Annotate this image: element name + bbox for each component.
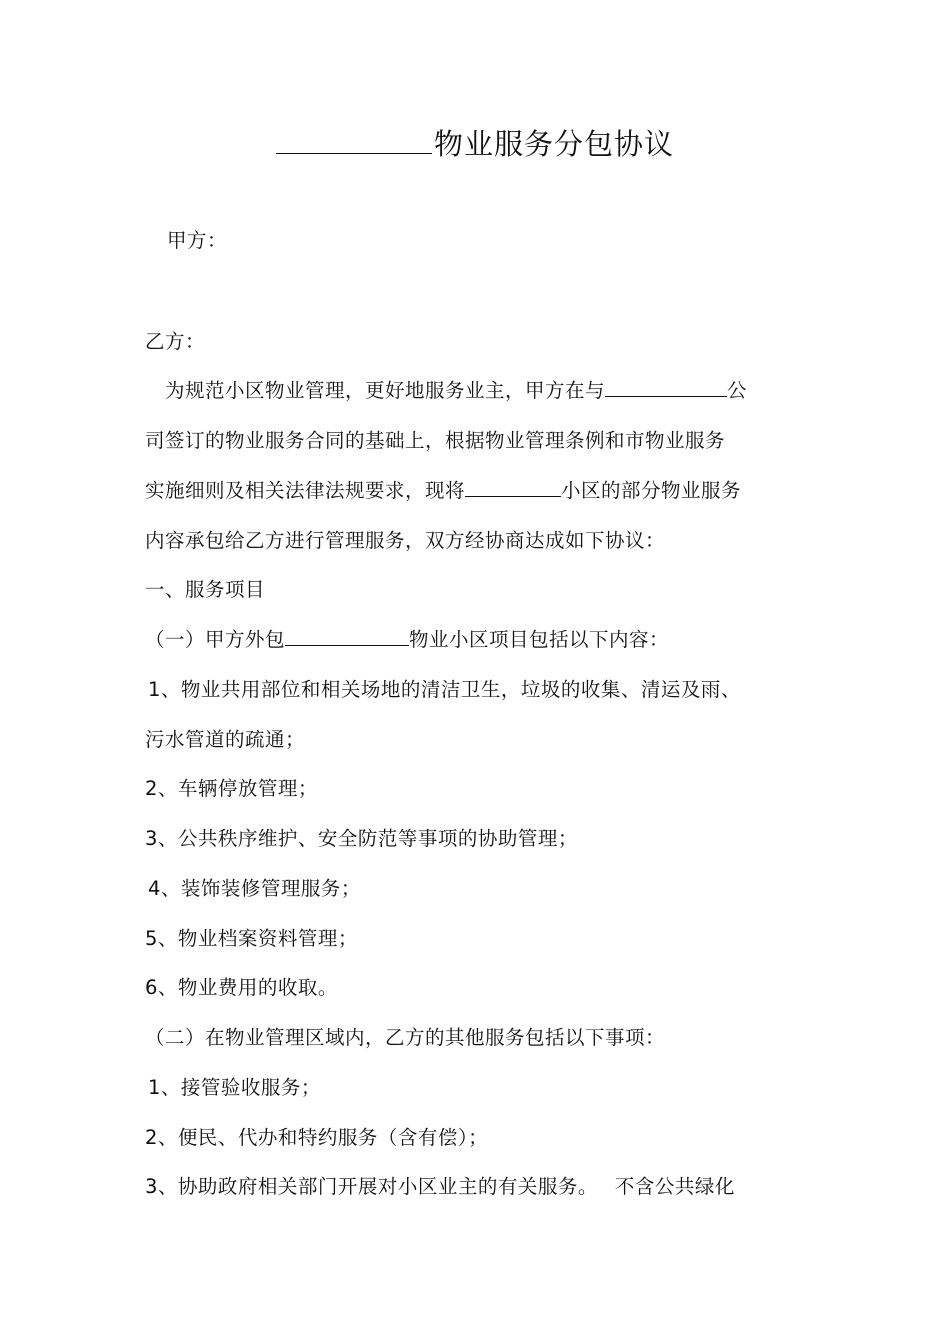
list-item: 2、便民、代办和特约服务（含有偿）； [145,1126,489,1149]
company-blank-line [605,396,727,397]
list-item: 6、物业费用的收取。 [145,976,338,999]
list-item: 2、车辆停放管理； [145,777,318,800]
list-item: 1、物业共用部位和相关场地的清洁卫生，垃圾的收集、清运及雨、 [148,678,741,701]
intro-line-3-end: 小区的部分物业服务 [561,479,742,502]
subsection-1-text: （一）甲方外包 [145,628,286,651]
list-item: 污水管道的疏通； [145,728,306,751]
intro-line-1-end: 公 [727,379,748,402]
intro-line-2: 司签订的物业服务合同的基础上，根据物业管理条例和市物业服务 [145,429,726,452]
intro-line-3 [145,479,741,502]
subsection-2-heading: （二）在物业管理区域内，乙方的其他服务包括以下事项： [145,1026,666,1049]
title-text: 物业服务分包协议 [433,127,674,161]
project-blank-line [285,645,409,646]
document-title [0,122,950,163]
list-item: 3、公共秩序维护、安全防范等事项的协助管理； [145,827,578,850]
intro-line-1-text: 为规范小区物业管理，更好地服务业主，甲方在与 [165,379,606,402]
intro-line-4: 内容承包给乙方进行管理服务，双方经协商达成如下协议： [145,529,666,552]
title-blank-line [276,153,432,154]
intro-line-3-text: 实施细则及相关法律法规要求，现将 [145,479,466,502]
party-b-label: 乙方： [145,330,206,353]
community-blank-line [465,496,561,497]
subsection-1-end: 物业小区项目包括以下内容： [409,628,670,651]
party-a-label: 甲方： [167,229,228,252]
section-1-heading: 一、服务项目 [145,578,266,601]
list-item: 1、接管验收服务； [148,1076,321,1099]
list-item: 4、装饰装修管理服务； [148,877,361,900]
list-item: 3、协助政府相关部门开展对小区业主的有关服务。 不含公共绿化 [145,1175,735,1198]
subsection-1-heading [145,628,669,651]
intro-line-1 [165,379,747,402]
list-item: 5、物业档案资料管理； [145,927,358,950]
